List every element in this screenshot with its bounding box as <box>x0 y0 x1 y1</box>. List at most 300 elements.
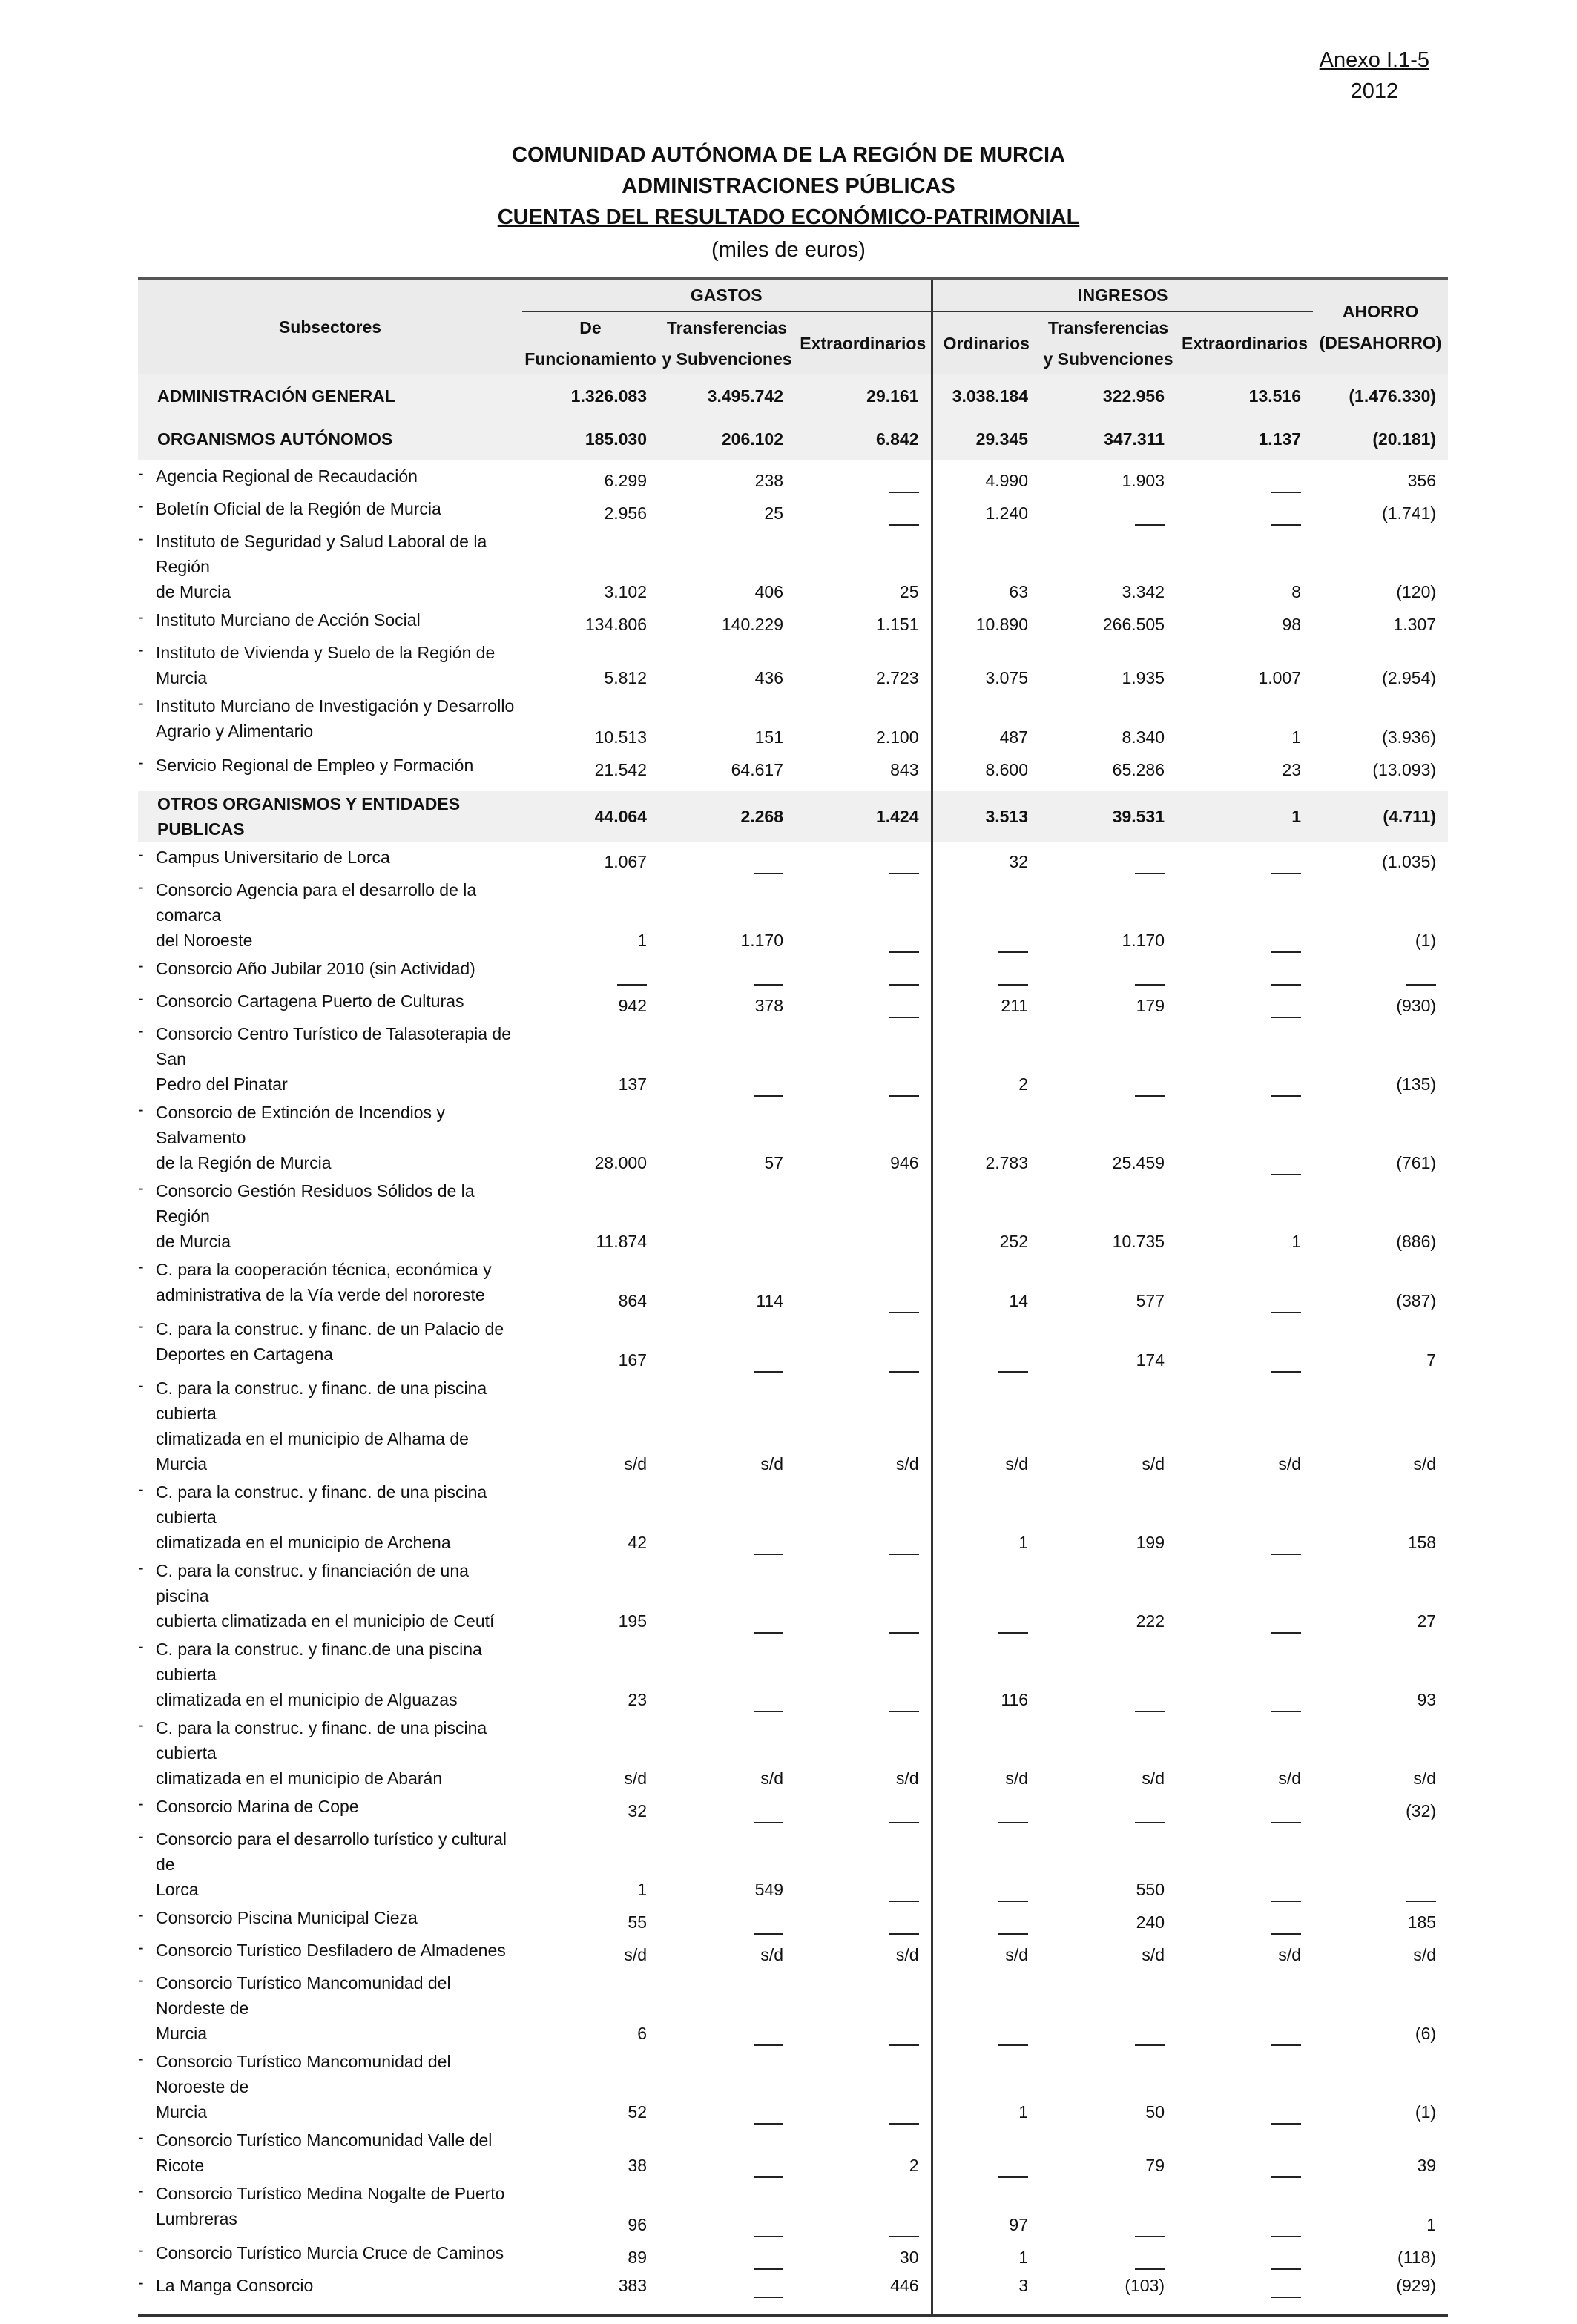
table-row <box>138 2270 1448 2316</box>
nil-dash <box>889 1917 919 1935</box>
bullet-dash: - <box>138 1712 144 1737</box>
cell-ingresos-extraordinarios <box>1176 842 1313 874</box>
cell-gastos-extraordinarios <box>795 1902 932 1935</box>
section-label: ORGANISMOS AUTÓNOMOS <box>138 417 522 460</box>
bullet-dash: - <box>138 986 144 1011</box>
cell-gastos-extraordinarios: s/d <box>795 1373 932 1476</box>
table-row <box>138 1476 1448 1555</box>
row-label-line: C. para la construc. y financ. de una piscina cubierta <box>156 1479 519 1530</box>
row-label-line: Boletín Oficial de la Región de Murcia <box>156 496 519 521</box>
cell-ahorro: s/d <box>1313 1935 1448 1967</box>
bullet-dash: - <box>138 953 144 978</box>
spacer-cell <box>795 782 932 791</box>
nil-dash <box>1135 2252 1165 2270</box>
row-label <box>138 750 522 782</box>
row-label-line: Lumbreras <box>156 2206 519 2231</box>
cell-ingresos-ordinarios: 1 <box>932 2237 1040 2270</box>
nil-dash <box>1271 1806 1301 1823</box>
table-row <box>138 1634 1448 1712</box>
cell-ingresos-transferencias: 179 <box>1040 986 1176 1018</box>
nil-dash <box>998 935 1028 953</box>
cell-gastos-transferencias: 378 <box>659 986 795 1018</box>
cell-ingresos-extraordinarios <box>1176 2237 1313 2270</box>
bullet-dash: - <box>138 1313 144 1338</box>
cell-gastos-transferencias: 549 <box>659 1823 795 1902</box>
nil-dash <box>1271 1616 1301 1634</box>
cell-ingresos-transferencias: 174 <box>1040 1313 1176 1373</box>
bullet-dash: - <box>138 1476 144 1502</box>
row-label-line: Consorcio para el desarrollo turístico y cultural de <box>156 1826 519 1877</box>
cell-ingresos-transferencias: 266.505 <box>1040 604 1176 637</box>
cell-ingresos-transferencias: 10.735 <box>1040 1175 1176 1254</box>
row-label-line: climatizada en el municipio de Abarán <box>156 1766 519 1791</box>
row-label <box>138 1634 522 1712</box>
cell-gastos-transferencias: 1.170 <box>659 874 795 953</box>
nil-dash <box>889 2028 919 2046</box>
cell-ingresos-ordinarios: 29.345 <box>932 417 1040 460</box>
nil-dash <box>1271 2028 1301 2046</box>
cell-gastos-extraordinarios <box>795 1018 932 1097</box>
cell-ingresos-transferencias: 1.935 <box>1040 637 1176 690</box>
nil-dash <box>1271 1158 1301 1175</box>
cell-ingresos-transferencias: 79 <box>1040 2125 1176 2178</box>
bullet-dash: - <box>138 1373 144 1398</box>
cell-ingresos-ordinarios: 4.990 <box>932 460 1040 493</box>
row-label-line: C. para la cooperación técnica, económica y <box>156 1257 519 1282</box>
nil-dash <box>889 1806 919 1823</box>
cell-gastos-funcionamiento: 1 <box>522 1823 659 1902</box>
row-label <box>138 1254 522 1313</box>
cell-ahorro: 1 <box>1313 2178 1448 2237</box>
title-administrations: ADMINISTRACIONES PÚBLICAS <box>0 171 1577 202</box>
nil-dash <box>754 2028 783 2046</box>
row-label-line: Lorca <box>156 1877 519 1902</box>
row-label <box>138 1018 522 1097</box>
nil-dash <box>1271 1694 1301 1712</box>
spacer-cell <box>1176 782 1313 791</box>
cell-gastos-extraordinarios <box>795 1476 932 1555</box>
row-label-line: Consorcio Turístico Mancomunidad del Nordeste de <box>156 1970 519 2021</box>
nil-dash <box>1271 1000 1301 1018</box>
row-label-line: Agrario y Alimentario <box>156 719 519 744</box>
cell-ingresos-extraordinarios <box>1176 1097 1313 1175</box>
cell-gastos-extraordinarios: s/d <box>795 1712 932 1791</box>
row-label-line: La Manga Consorcio <box>156 2273 519 2298</box>
nil-dash <box>998 968 1028 986</box>
row-label-line: Consorcio Agencia para el desarrollo de la comarca <box>156 877 519 928</box>
cell-gastos-extraordinarios: 2 <box>795 2125 932 2178</box>
cell-gastos-transferencias: 64.617 <box>659 750 795 782</box>
header-gastos-funcionamiento-line1: De <box>522 312 659 343</box>
row-label <box>138 493 522 526</box>
cell-ingresos-extraordinarios <box>1176 1967 1313 2046</box>
cell-ingresos-extraordinarios <box>1176 953 1313 986</box>
cell-gastos-extraordinarios: 446 <box>795 2270 932 2316</box>
cell-ahorro: (761) <box>1313 1097 1448 1175</box>
cell-ahorro: (1.476.330) <box>1313 374 1448 417</box>
row-label <box>138 460 522 493</box>
header-ingresos-transferencias <box>1040 311 1176 374</box>
bullet-dash: - <box>138 874 144 899</box>
table-bottom-rule <box>138 2316 1448 2324</box>
row-label <box>138 953 522 986</box>
header-gastos-transferencias-line1: Transferencias <box>659 312 795 343</box>
row-label-line: Consorcio Cartagena Puerto de Culturas <box>156 988 519 1014</box>
row-label <box>138 2125 522 2178</box>
cell-ingresos-ordinarios: 3.075 <box>932 637 1040 690</box>
nil-dash <box>889 1295 919 1313</box>
cell-gastos-funcionamiento: 42 <box>522 1476 659 1555</box>
table-body <box>138 374 1448 2316</box>
cell-ingresos-extraordinarios: s/d <box>1176 1712 1313 1791</box>
nil-dash <box>1135 856 1165 874</box>
bullet-dash: - <box>138 690 144 716</box>
nil-dash <box>1271 856 1301 874</box>
nil-dash <box>889 856 919 874</box>
row-label-line: Instituto de Seguridad y Salud Laboral de la Región <box>156 529 519 579</box>
cell-gastos-extraordinarios: 1.424 <box>795 791 932 842</box>
cell-ingresos-transferencias <box>1040 1634 1176 1712</box>
nil-dash <box>1271 935 1301 953</box>
nil-dash <box>754 1079 783 1097</box>
cell-gastos-transferencias: 151 <box>659 690 795 750</box>
table-footer <box>138 2316 1448 2324</box>
cell-ingresos-transferencias <box>1040 2237 1176 2270</box>
cell-ahorro <box>1313 953 1448 986</box>
cell-gastos-transferencias: 57 <box>659 1097 795 1175</box>
title-community: COMUNIDAD AUTÓNOMA DE LA REGIÓN DE MURCIA <box>0 139 1577 171</box>
row-label-line: Consorcio Turístico Murcia Cruce de Caminos <box>156 2240 519 2265</box>
cell-ingresos-ordinarios: 116 <box>932 1634 1040 1712</box>
cell-ahorro: (13.093) <box>1313 750 1448 782</box>
row-label <box>138 2046 522 2125</box>
nil-dash <box>998 1355 1028 1373</box>
bullet-dash: - <box>138 1967 144 1993</box>
nil-dash <box>754 2280 783 2298</box>
table-row <box>138 1791 1448 1823</box>
bullet-dash: - <box>138 1823 144 1849</box>
nil-dash <box>754 1694 783 1712</box>
cell-ingresos-transferencias <box>1040 1018 1176 1097</box>
spacer-row <box>138 782 1448 791</box>
cell-ingresos-ordinarios: 1.240 <box>932 493 1040 526</box>
row-label <box>138 1712 522 1791</box>
cell-ahorro: (32) <box>1313 1791 1448 1823</box>
nil-dash <box>754 2160 783 2178</box>
cell-ahorro: (6) <box>1313 1967 1448 2046</box>
table-row <box>138 1097 1448 1175</box>
row-label-line: Consorcio Piscina Municipal Cieza <box>156 1905 519 1930</box>
cell-ahorro: s/d <box>1313 1373 1448 1476</box>
cell-gastos-transferencias <box>659 1175 795 1254</box>
annex-year: 2012 <box>1320 76 1429 107</box>
nil-dash <box>1406 1884 1436 1902</box>
bullet-dash: - <box>138 460 144 486</box>
cell-gastos-extraordinarios: 25 <box>795 526 932 604</box>
bullet-dash: - <box>138 1254 144 1279</box>
nil-dash <box>1271 2107 1301 2125</box>
header-ahorro-line2: (DESAHORRO) <box>1313 327 1448 358</box>
cell-ingresos-ordinarios: 10.890 <box>932 604 1040 637</box>
document-titles <box>0 139 1577 267</box>
cell-ingresos-transferencias: 322.956 <box>1040 374 1176 417</box>
row-label-line: Consorcio Turístico Mancomunidad Valle del Ricote <box>156 2127 519 2178</box>
cell-gastos-extraordinarios <box>795 1175 932 1254</box>
header-ingresos: INGRESOS <box>932 279 1313 312</box>
cell-gastos-extraordinarios <box>795 842 932 874</box>
cell-gastos-funcionamiento: 96 <box>522 2178 659 2237</box>
cell-ingresos-transferencias <box>1040 2178 1176 2237</box>
nil-dash <box>1135 2219 1165 2237</box>
cell-gastos-extraordinarios <box>795 1823 932 1902</box>
cell-ingresos-ordinarios <box>932 1791 1040 1823</box>
bullet-dash: - <box>138 2046 144 2071</box>
row-label-line: Consorcio de Extinción de Incendios y Salvamento <box>156 1100 519 1150</box>
cell-ingresos-transferencias: 347.311 <box>1040 417 1176 460</box>
header-gastos-extraordinarios: Extraordinarios <box>795 311 932 374</box>
cell-ingresos-ordinarios: 8.600 <box>932 750 1040 782</box>
row-label-line: Agencia Regional de Recaudación <box>156 463 519 489</box>
cell-gastos-funcionamiento: s/d <box>522 1373 659 1476</box>
cell-gastos-transferencias: 3.495.742 <box>659 374 795 417</box>
bullet-dash: - <box>138 1902 144 1927</box>
row-label-line: climatizada en el municipio de Alguazas <box>156 1687 519 1712</box>
header-ingresos-extraordinarios: Extraordinarios <box>1176 311 1313 374</box>
bullet-dash: - <box>138 1018 144 1043</box>
cell-ingresos-ordinarios: 211 <box>932 986 1040 1018</box>
row-label <box>138 1097 522 1175</box>
cell-ahorro: (1) <box>1313 874 1448 953</box>
cell-gastos-funcionamiento: 942 <box>522 986 659 1018</box>
cell-ahorro: (120) <box>1313 526 1448 604</box>
nil-dash <box>1271 508 1301 526</box>
nil-dash <box>1135 1694 1165 1712</box>
nil-dash <box>1406 968 1436 986</box>
nil-dash <box>998 2028 1028 2046</box>
nil-dash <box>1135 968 1165 986</box>
table-row <box>138 986 1448 1018</box>
cell-gastos-extraordinarios: 946 <box>795 1097 932 1175</box>
cell-gastos-transferencias <box>659 1018 795 1097</box>
row-label-line: Consorcio Año Jubilar 2010 (sin Actividad) <box>156 956 519 981</box>
bullet-dash: - <box>138 2237 144 2262</box>
nil-dash <box>1271 1884 1301 1902</box>
cell-ingresos-ordinarios: 32 <box>932 842 1040 874</box>
cell-ingresos-transferencias: s/d <box>1040 1712 1176 1791</box>
cell-ingresos-extraordinarios: 1 <box>1176 791 1313 842</box>
nil-dash <box>998 2160 1028 2178</box>
cell-gastos-extraordinarios: 29.161 <box>795 374 932 417</box>
row-label <box>138 1902 522 1935</box>
cell-ahorro: 93 <box>1313 1634 1448 1712</box>
cell-ahorro: (1.741) <box>1313 493 1448 526</box>
section-label: ADMINISTRACIÓN GENERAL <box>138 374 522 417</box>
cell-gastos-transferencias <box>659 1634 795 1712</box>
nil-dash <box>754 1806 783 1823</box>
cell-ingresos-extraordinarios: s/d <box>1176 1935 1313 1967</box>
cell-ingresos-transferencias: 3.342 <box>1040 526 1176 604</box>
table-row <box>138 526 1448 604</box>
nil-dash <box>889 968 919 986</box>
nil-dash <box>754 1537 783 1555</box>
cell-gastos-transferencias: s/d <box>659 1935 795 1967</box>
table-row <box>138 1373 1448 1476</box>
nil-dash <box>998 1616 1028 1634</box>
row-label-line: climatizada en el municipio de Alhama de Murcia <box>156 1426 519 1476</box>
cell-ingresos-extraordinarios <box>1176 2125 1313 2178</box>
row-label <box>138 1823 522 1902</box>
table-row <box>138 604 1448 637</box>
cell-gastos-funcionamiento: 864 <box>522 1254 659 1313</box>
nil-dash <box>1271 1917 1301 1935</box>
cell-gastos-funcionamiento: 21.542 <box>522 750 659 782</box>
cell-ahorro: (118) <box>1313 2237 1448 2270</box>
section-label: OTROS ORGANISMOS Y ENTIDADES PUBLICAS <box>138 791 522 842</box>
table-row <box>138 493 1448 526</box>
cell-ingresos-ordinarios: s/d <box>932 1712 1040 1791</box>
spacer-cell <box>1313 782 1448 791</box>
cell-gastos-extraordinarios <box>795 2046 932 2125</box>
bullet-dash: - <box>138 1097 144 1122</box>
table-row <box>138 2046 1448 2125</box>
row-label-line: Consorcio Gestión Residuos Sólidos de la Región <box>156 1178 519 1229</box>
cell-ingresos-extraordinarios: 8 <box>1176 526 1313 604</box>
cell-gastos-funcionamiento: 195 <box>522 1555 659 1634</box>
nil-dash <box>1271 1079 1301 1097</box>
row-label <box>138 604 522 637</box>
nil-dash <box>998 1917 1028 1935</box>
bullet-dash: - <box>138 842 144 867</box>
nil-dash <box>1135 2028 1165 2046</box>
nil-dash <box>889 475 919 493</box>
nil-dash <box>998 1806 1028 1823</box>
cell-gastos-extraordinarios: 2.100 <box>795 690 932 750</box>
cell-ingresos-ordinarios: 97 <box>932 2178 1040 2237</box>
cell-ingresos-extraordinarios <box>1176 2270 1313 2316</box>
nil-dash <box>1135 1079 1165 1097</box>
cell-gastos-extraordinarios <box>795 874 932 953</box>
cell-ahorro: 158 <box>1313 1476 1448 1555</box>
cell-gastos-funcionamiento: 38 <box>522 2125 659 2178</box>
table-row <box>138 690 1448 750</box>
nil-dash <box>754 1616 783 1634</box>
cell-gastos-funcionamiento: 6.299 <box>522 460 659 493</box>
bullet-dash: - <box>138 493 144 518</box>
row-label <box>138 1935 522 1967</box>
cell-ahorro: 27 <box>1313 1555 1448 1634</box>
cell-ahorro <box>1313 1823 1448 1902</box>
cell-ingresos-ordinarios: 3.038.184 <box>932 374 1040 417</box>
cell-ingresos-ordinarios <box>932 1902 1040 1935</box>
row-label-line: Instituto Murciano de Investigación y Desarrollo <box>156 693 519 719</box>
cell-ingresos-extraordinarios <box>1176 1791 1313 1823</box>
bullet-dash: - <box>138 2270 144 2295</box>
table-row <box>138 1254 1448 1313</box>
units-note: (miles de euros) <box>0 233 1577 267</box>
row-label <box>138 2237 522 2270</box>
bullet-dash: - <box>138 1935 144 1960</box>
cell-gastos-transferencias: s/d <box>659 1373 795 1476</box>
cell-ahorro: 1.307 <box>1313 604 1448 637</box>
cell-gastos-transferencias <box>659 1902 795 1935</box>
cell-gastos-funcionamiento: 134.806 <box>522 604 659 637</box>
cell-ahorro: s/d <box>1313 1712 1448 1791</box>
table-row <box>138 460 1448 493</box>
row-label-line: C. para la construc. y financ. de una piscina cubierta <box>156 1376 519 1426</box>
cell-ingresos-extraordinarios <box>1176 874 1313 953</box>
cell-gastos-funcionamiento: 23 <box>522 1634 659 1712</box>
cell-gastos-extraordinarios: 2.723 <box>795 637 932 690</box>
table-row <box>138 2237 1448 2270</box>
table-row <box>138 1018 1448 1097</box>
cell-ahorro: (20.181) <box>1313 417 1448 460</box>
table-row <box>138 750 1448 782</box>
table-row <box>138 2178 1448 2237</box>
nil-dash <box>1271 1537 1301 1555</box>
table-row <box>138 1935 1448 1967</box>
row-label <box>138 690 522 750</box>
cell-ingresos-extraordinarios <box>1176 1555 1313 1634</box>
cell-ingresos-transferencias: s/d <box>1040 1373 1176 1476</box>
cell-gastos-transferencias <box>659 1476 795 1555</box>
nil-dash <box>754 1355 783 1373</box>
cell-ingresos-extraordinarios <box>1176 1476 1313 1555</box>
bullet-dash: - <box>138 637 144 662</box>
cell-ingresos-extraordinarios <box>1176 2046 1313 2125</box>
table-row <box>138 1712 1448 1791</box>
row-label-line: de Murcia <box>156 1229 519 1254</box>
spacer-cell <box>1040 782 1176 791</box>
cell-ingresos-extraordinarios <box>1176 1902 1313 1935</box>
cell-gastos-funcionamiento: 55 <box>522 1902 659 1935</box>
row-label <box>138 1555 522 1634</box>
cell-ingresos-transferencias: 550 <box>1040 1823 1176 1902</box>
row-label <box>138 986 522 1018</box>
cell-gastos-transferencias <box>659 2237 795 2270</box>
cell-gastos-funcionamiento: 1.067 <box>522 842 659 874</box>
cell-ingresos-ordinarios: 1 <box>932 1476 1040 1555</box>
cell-ingresos-transferencias: 39.531 <box>1040 791 1176 842</box>
cell-ingresos-transferencias: 65.286 <box>1040 750 1176 782</box>
nil-dash <box>1271 2280 1301 2298</box>
cell-gastos-transferencias <box>659 1791 795 1823</box>
spacer-cell <box>932 782 1040 791</box>
cell-ingresos-extraordinarios: 13.516 <box>1176 374 1313 417</box>
cell-ingresos-transferencias: 50 <box>1040 2046 1176 2125</box>
bullet-dash: - <box>138 1791 144 1816</box>
annex-label: Anexo I.1-5 <box>1320 44 1429 76</box>
nil-dash <box>889 935 919 953</box>
nil-dash <box>889 508 919 526</box>
cell-ahorro: (3.936) <box>1313 690 1448 750</box>
cell-gastos-transferencias <box>659 2125 795 2178</box>
cell-ahorro: (4.711) <box>1313 791 1448 842</box>
cell-ingresos-transferencias: s/d <box>1040 1935 1176 1967</box>
cell-ingresos-ordinarios: 1 <box>932 2046 1040 2125</box>
table-row <box>138 1902 1448 1935</box>
cell-gastos-extraordinarios <box>795 1254 932 1313</box>
row-label-line: de la Región de Murcia <box>156 1150 519 1175</box>
row-label-line: Murcia <box>156 2021 519 2046</box>
row-label <box>138 637 522 690</box>
cell-ahorro: (135) <box>1313 1018 1448 1097</box>
cell-ahorro: (2.954) <box>1313 637 1448 690</box>
cell-gastos-funcionamiento: 137 <box>522 1018 659 1097</box>
row-label-line: climatizada en el municipio de Archena <box>156 1530 519 1555</box>
cell-gastos-transferencias: 25 <box>659 493 795 526</box>
row-label-line: Servicio Regional de Empleo y Formación <box>156 753 519 778</box>
table-row <box>138 953 1448 986</box>
